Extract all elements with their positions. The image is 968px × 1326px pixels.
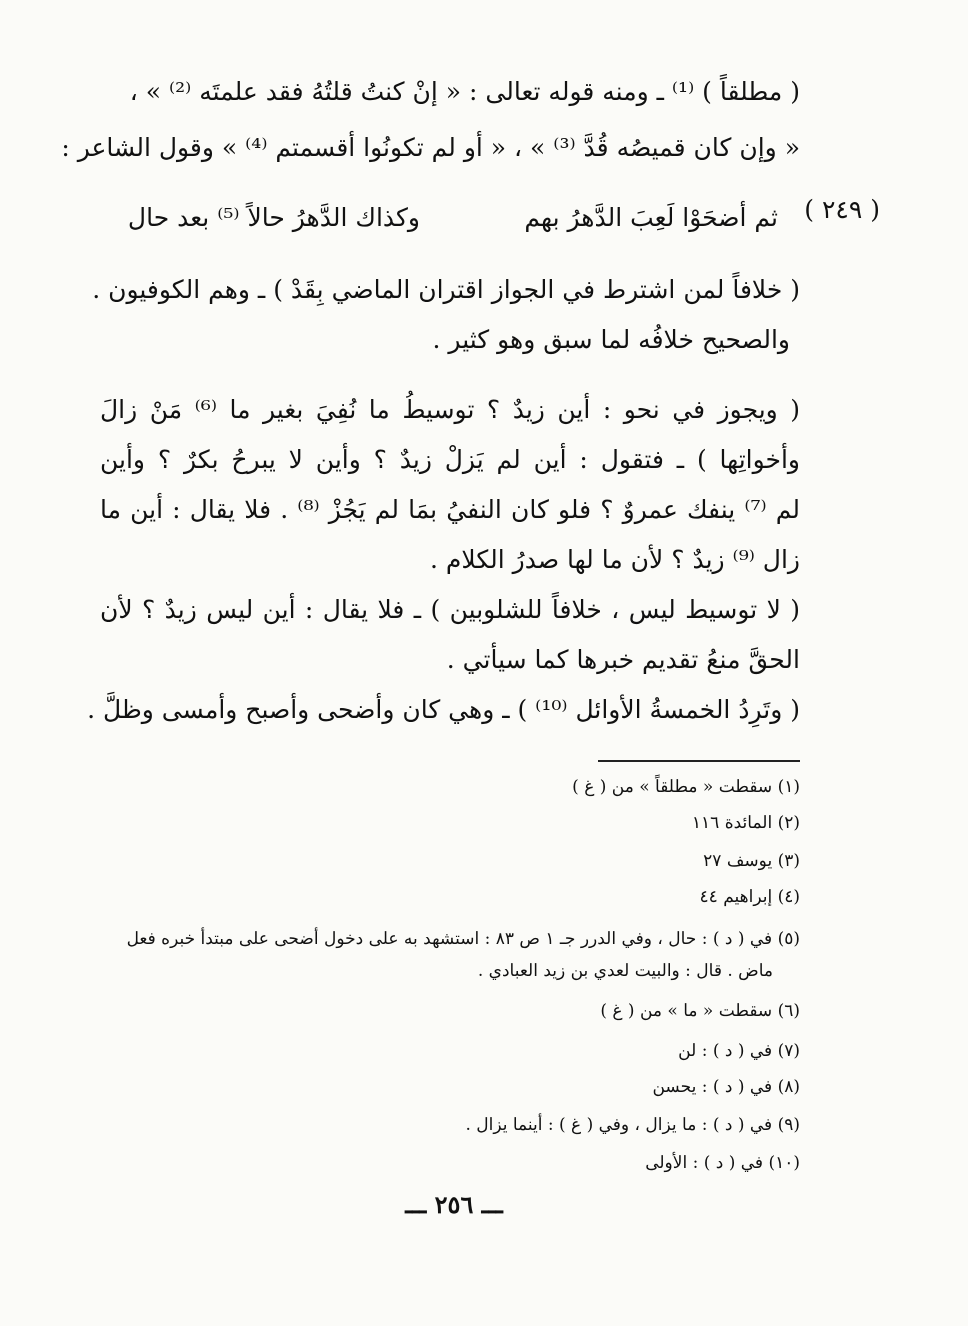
footnote-separator [598,760,800,762]
footnote-10: (١٠) في ( د ) : الأولى [645,1153,800,1173]
footnote-1: (١) سقطت « مطلقاً » من ( غ ) [572,777,800,797]
footnote-7: (٧) في ( د ) : لن [678,1041,800,1061]
footnote-3: (٣) يوسف ٢٧ [703,851,800,871]
body-line-7: لم ⁽⁷⁾ ينفك عمروٌ ؟ فلو كان النفيُ بمَا لم يَجُزْ ⁽⁸⁾ . فلا يقال : أين ما [100,495,800,524]
page-number: ـــ ٢٥٦ ـــ [405,1190,503,1219]
body-line-8: زال ⁽⁹⁾ زيدٌ ؟ لأن ما لها صدرُ الكلام . [430,545,800,574]
body-line-10: الحقَّ منعُ تقديم خبرها كما سيأتي . [446,645,800,674]
body-line-5: ( ويجوز في نحو : أين زيدٌ ؟ توسيطُ ما نُفِيَ بغير ما ⁽⁶⁾ مَنْ زالَ [100,395,800,424]
body-line-3: ( خلافاً لمن اشترط في الجواز اقتران الماضي بِقَدْ ) ـ وهم الكوفيون . [92,275,800,304]
footnote-2: (٢) المائدة ١١٦ [691,813,800,833]
body-line-6: وأخواتِها ) ـ فتقول : أين لم يَزلْ زيدٌ ؟ وأين لا يبرحُ بكرٌ ؟ وأين [100,445,800,474]
footnote-5: (٥) في ( د ) : حال ، وفي الدرر جـ ١ ص ٨٣ : استشهد به على دخول أضحى على مبتدأ خبره فعل [126,929,800,949]
verse-second-half: وكذاك الدَّهرُ حالاً ⁽⁵⁾ بعد حال [127,203,420,232]
footnote-8: (٨) في ( د ) : يحسن [652,1077,800,1097]
verse-number: ( ٢٤٩ ) [804,195,880,224]
body-line-9: ( لا توسيط ليس ، خلافاً للشلوبين ) ـ فلا يقال : أين ليس زيدٌ ؟ لأن [100,595,800,624]
body-line-4: والصحيح خلافُه لما سبق وهو كثير . [432,325,790,354]
footnote-5-continued: ماض . قال : والبيت لعدي بن زيد العبادي . [477,961,773,981]
footnote-6: (٦) سقطت « ما » من ( غ ) [600,1001,800,1021]
footnote-4: (٤) إبراهيم ٤٤ [699,887,800,907]
body-line-1: ( مطلقاً ) ⁽¹⁾ ـ ومنه قوله تعالى : « إنْ كنتُ قلتُهُ فقد علمتَه ⁽²⁾ » ، [129,77,800,106]
footnote-9: (٩) في ( د ) : ما يزال ، وفي ( غ ) : أينما يزال . [465,1115,800,1135]
verse-first-half: ثم أضحَوْا لَعِبَ الدَّهرُ بهم [524,203,778,232]
body-line-2: « وإن كان قميصُه قُدَّ ⁽³⁾ » ، « أو لم تكونُوا أقسمتم ⁽⁴⁾ » وقول الشاعر : [61,133,800,162]
body-line-11: ( وتَرِدُ الخمسةُ الأوائل ⁽¹⁰⁾ ) ـ وهي كان وأضحى وأصبح وأمسى وظلَّ . [87,695,800,724]
